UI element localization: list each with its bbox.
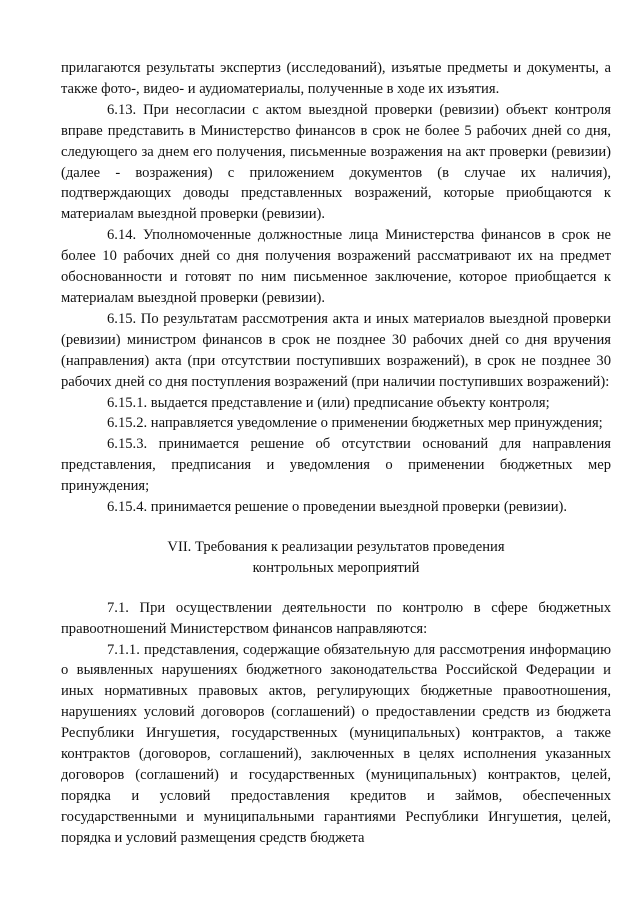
section-heading bbox=[61, 537, 611, 579]
document-page bbox=[61, 58, 611, 849]
paragraph-6-15-3: 6.15.3. принимается решение об отсутствии оснований для направления представления, предписания и уведомления о применении бюджетных мер принуждения; bbox=[61, 436, 611, 495]
paragraph-6-14: 6.14. Уполномоченные должностные лица Министерства финансов в срок не более 10 рабочих дней со дня получения возражений рассматривают их на предмет обоснованности и готовят по ним письменное заключение, которое приобщается к материалам выездной проверки (ревизии). bbox=[61, 227, 611, 306]
paragraph-7-1: 7.1. При осуществлении деятельности по контролю в сфере бюджетных правоотношений Министерством финансов направляются: bbox=[61, 599, 611, 637]
paragraph-6-13: 6.13. При несогласии с актом выездной проверки (ревизии) объект контроля вправе представить в Министерство финансов в срок не более 5 рабочих дней со дня, следующего за днем его получения, письменные возражения на акт проверки (ревизии) (далее - возражения) с приложением документов (в случае их наличия), подтверждающих доводы представленных возражений, которые приобщаются к материалам выездной проверки (ревизии). bbox=[61, 101, 611, 223]
paragraph-continuation: прилагаются результаты экспертиз (исследований), изъятые предметы и документы, а также фото-, видео- и аудиоматериалы, полученные в ходе их изъятия. bbox=[61, 60, 611, 97]
paragraph-6-15: 6.15. По результатам рассмотрения акта и иных материалов выездной проверки (ревизии) министром финансов в срок не позднее 30 рабочих дней со дня вручения (направления) акта (при отсутствии поступивших возражений), в срок не позднее 30 рабочих дней со дня поступления возражений (при наличии поступивших возражений): bbox=[61, 310, 611, 390]
paragraph-6-15-1: 6.15.1. выдается представление и (или) предписание объекту контроля; bbox=[107, 394, 550, 411]
paragraph-7-1-1: 7.1.1. представления, содержащие обязательную для рассмотрения информацию о выявленных нарушениях бюджетного законодательства Российской Федерации и иных нормативных правовых актов, регулирующих бюджетные правоотношения, нарушениях условий договоров (соглашений) о предоставлении средств из бюджета Республики Ингушетия, государственных (муниципальных) контрактов, а также контрактов (договоров, соглашений), заключенных в целях исполнения указанных договоров (соглашений) и государственных (муниципальных) контрактов, целей, порядка и условий предоставления кредитов и займов, обеспеченных государственными и муниципальными гарантиями Республики Ингушетия, целей, порядка и условий размещения средств бюджета bbox=[61, 641, 611, 846]
paragraph-6-15-4: 6.15.4. принимается решение о проведении выездной проверки (ревизии). bbox=[107, 499, 568, 516]
section-heading-line1: VII. Требования к реализации результатов проведения bbox=[167, 538, 505, 555]
paragraph-6-15-2: 6.15.2. направляется уведомление о применении бюджетных мер принуждения; bbox=[107, 415, 603, 432]
section-heading-line2: контрольных мероприятий bbox=[252, 559, 420, 576]
